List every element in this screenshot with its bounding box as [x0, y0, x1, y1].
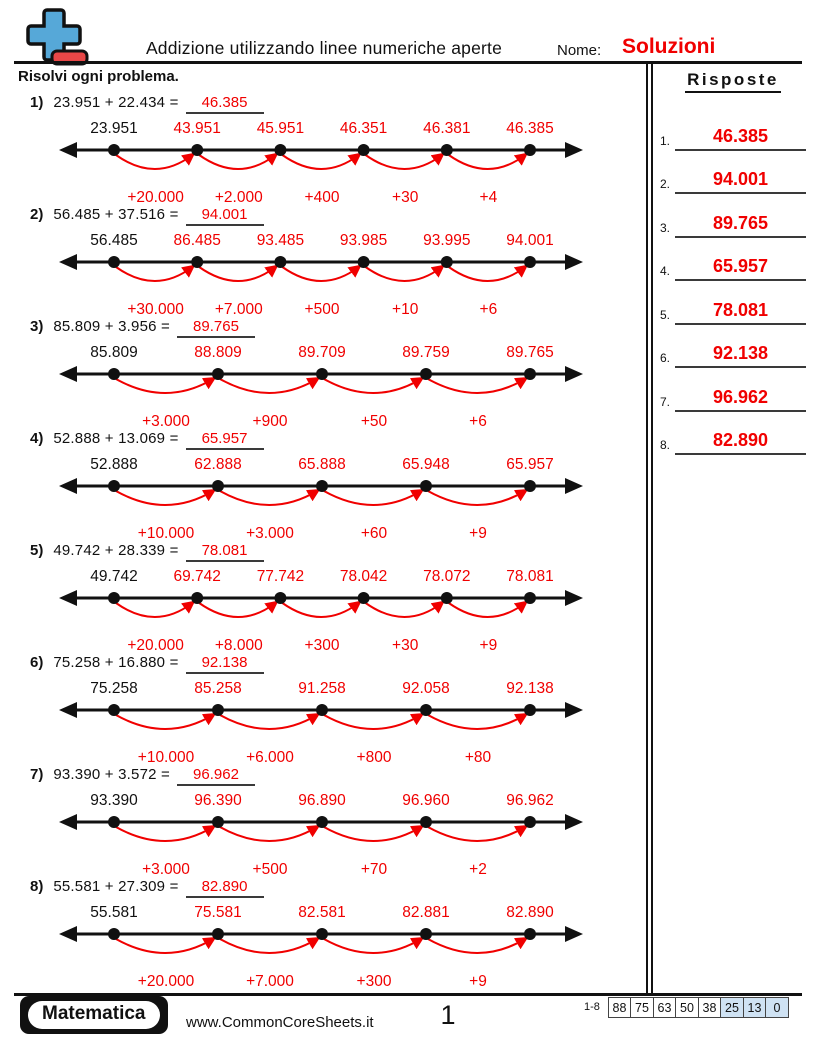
problem-answer-blank: 94.001 [186, 206, 264, 226]
hop-label: +6 [479, 301, 498, 318]
problem-header [30, 537, 646, 562]
number-line-dot [358, 256, 370, 268]
answer-row [660, 194, 806, 238]
hop-label: +10.000 [137, 525, 195, 542]
point-label: 91.258 [298, 680, 346, 697]
hop-label: +10.000 [137, 749, 195, 766]
problem-block [14, 425, 646, 542]
problem-answer-blank: 92.138 [186, 654, 264, 674]
point-label: 89.709 [298, 344, 346, 361]
number-line-dot [441, 592, 453, 604]
number-line [56, 564, 646, 656]
score-cell: 63 [653, 997, 677, 1018]
problem-number: 1) [30, 94, 44, 111]
point-label: 65.957 [506, 456, 554, 473]
hop-label: +2.000 [214, 189, 263, 206]
problem-expression: 23.951 + 22.434 = [53, 94, 179, 111]
axis-right-arrow-icon [565, 254, 583, 270]
axis-left-arrow-icon [59, 926, 77, 942]
hop-label: +6.000 [246, 749, 294, 766]
point-label: 86.485 [173, 232, 221, 249]
problem-block [14, 201, 646, 318]
problem-block [14, 873, 646, 990]
number-line-dot [108, 816, 120, 828]
answer-value: 89.765 [675, 213, 806, 238]
answer-row [660, 281, 806, 325]
hop-arc [116, 827, 213, 841]
hop-arc [428, 939, 525, 953]
problem-header [30, 873, 646, 898]
point-label: 43.951 [173, 120, 221, 137]
hop-arc [116, 715, 213, 729]
problem-header [30, 761, 646, 786]
number-line-dot [358, 592, 370, 604]
problem-number: 3) [30, 318, 44, 335]
number-line-dot [524, 592, 536, 604]
hop-label: +500 [304, 301, 340, 318]
problem-answer-blank: 78.081 [186, 542, 264, 562]
answer-number: 5. [660, 307, 671, 322]
point-label: 78.081 [506, 568, 554, 585]
axis-right-arrow-icon [565, 814, 583, 830]
point-label: 85.258 [194, 680, 242, 697]
number-line-dot [524, 368, 536, 380]
problem-number: 4) [30, 430, 44, 447]
point-label: 52.888 [90, 456, 138, 473]
hop-label: +300 [304, 637, 340, 654]
point-label: 65.888 [298, 456, 346, 473]
problem-expression: 49.742 + 28.339 = [53, 542, 179, 559]
axis-right-arrow-icon [565, 590, 583, 606]
hop-arc [449, 603, 525, 617]
answer-number: 1. [660, 133, 671, 148]
hop-arc [428, 491, 525, 505]
number-line-dot [524, 816, 536, 828]
axis-left-arrow-icon [59, 814, 77, 830]
point-label: 45.951 [256, 120, 305, 137]
answers-divider [646, 64, 653, 993]
hop-arc [199, 267, 275, 281]
hop-arc [428, 379, 525, 393]
brand-badge [20, 996, 168, 1034]
score-cell: 50 [675, 997, 699, 1018]
answer-value: 96.962 [675, 387, 806, 412]
number-line-dot [274, 256, 286, 268]
number-line-dot [108, 480, 120, 492]
hop-label: +30.000 [127, 301, 184, 318]
hop-label: +20.000 [127, 637, 184, 654]
point-label: 96.962 [506, 792, 554, 809]
point-label: 92.138 [506, 680, 554, 697]
hop-arc [366, 267, 442, 281]
problem-header [30, 425, 646, 450]
hop-arc [116, 155, 192, 169]
axis-left-arrow-icon [59, 702, 77, 718]
number-line [56, 676, 646, 768]
problem-expression: 55.581 + 27.309 = [53, 878, 179, 895]
point-label: 78.072 [423, 568, 471, 585]
point-label: 56.485 [90, 232, 138, 249]
answer-number: 6. [660, 351, 671, 365]
hop-label: +7.000 [214, 301, 263, 318]
number-line-dot [316, 368, 328, 380]
hop-arc [366, 603, 442, 617]
main-content [14, 66, 646, 990]
point-label: 46.351 [339, 120, 388, 137]
hop-label: +8.000 [214, 637, 263, 654]
hop-arc [282, 603, 358, 617]
point-label: 62.888 [194, 456, 242, 473]
hop-label: +20.000 [137, 973, 195, 990]
answer-row [660, 412, 806, 456]
hop-arc [116, 603, 192, 617]
problem-expression: 52.888 + 13.069 = [53, 430, 179, 447]
problem-block [14, 313, 646, 430]
score-cell: 38 [698, 997, 722, 1018]
number-line-dot [441, 256, 453, 268]
hop-label: +9 [469, 525, 487, 542]
number-line-dot [524, 928, 536, 940]
hop-arc [366, 155, 442, 169]
number-line-dot [108, 592, 120, 604]
problem-answer-blank: 82.890 [186, 878, 264, 898]
problem-expression: 93.390 + 3.572 = [53, 766, 170, 783]
axis-left-arrow-icon [59, 590, 77, 606]
number-line [56, 116, 646, 208]
point-label: 65.948 [402, 456, 450, 473]
axis-left-arrow-icon [59, 254, 77, 270]
hop-arc [220, 827, 317, 841]
problem-block [14, 761, 646, 878]
number-line-dot [108, 144, 120, 156]
problem-number: 6) [30, 654, 44, 671]
hop-label: +500 [252, 861, 288, 878]
point-label: 93.995 [423, 232, 471, 249]
number-line-dot [108, 256, 120, 268]
point-label: 96.960 [402, 792, 450, 809]
point-label: 46.385 [506, 120, 554, 137]
number-line [56, 900, 646, 992]
axis-right-arrow-icon [565, 478, 583, 494]
axis-right-arrow-icon [565, 702, 583, 718]
point-label: 82.581 [298, 904, 346, 921]
number-line [56, 452, 646, 544]
answer-row [660, 238, 806, 282]
point-label: 93.485 [256, 232, 305, 249]
hop-arc [220, 491, 317, 505]
number-line-dot [420, 704, 432, 716]
axis-left-arrow-icon [59, 478, 77, 494]
name-label: Nome: [557, 42, 602, 59]
answer-row [660, 368, 806, 412]
problem-expression: 56.485 + 37.516 = [53, 206, 179, 223]
problem-expression: 75.258 + 16.880 = [53, 654, 179, 671]
answer-value: 46.385 [675, 126, 806, 151]
hop-arc [116, 267, 192, 281]
hop-label: +7.000 [246, 973, 294, 990]
point-label: 88.809 [194, 344, 242, 361]
point-label: 23.951 [90, 120, 138, 137]
point-label: 55.581 [90, 904, 138, 921]
number-line-dot [420, 480, 432, 492]
answer-value: 82.890 [675, 430, 806, 455]
number-line-dot [524, 144, 536, 156]
point-label: 49.742 [90, 568, 138, 585]
hop-label: +900 [252, 413, 288, 430]
answer-number: 7. [660, 394, 671, 409]
hop-arc [282, 155, 358, 169]
number-line-dot [212, 704, 224, 716]
problem-expression: 85.809 + 3.956 = [53, 318, 170, 335]
hop-arc [428, 715, 525, 729]
axis-left-arrow-icon [59, 366, 77, 382]
hop-arc [116, 939, 213, 953]
header-divider [14, 61, 802, 64]
point-label: 85.809 [90, 344, 138, 361]
point-label: 69.742 [173, 568, 221, 585]
problem-answer-blank: 89.765 [177, 318, 255, 338]
answer-value: 78.081 [675, 300, 806, 325]
hop-label: +50 [360, 413, 388, 430]
hop-label: +2 [469, 861, 487, 878]
number-line-dot [420, 928, 432, 940]
point-label: 82.890 [506, 904, 554, 921]
website-link: www.CommonCoreSheets.it [186, 1014, 374, 1031]
number-line-dot [274, 592, 286, 604]
number-line-dot [274, 144, 286, 156]
problem-number: 7) [30, 766, 44, 783]
hop-arc [116, 379, 213, 393]
hop-arc [116, 491, 213, 505]
problem-answer-blank: 96.962 [177, 766, 255, 786]
number-line-dot [212, 480, 224, 492]
point-label: 89.759 [402, 344, 450, 361]
number-line-dot [420, 368, 432, 380]
problem-number: 8) [30, 878, 44, 895]
answer-value: 92.138 [675, 343, 806, 368]
axis-right-arrow-icon [565, 142, 583, 158]
hop-label: +9 [469, 973, 487, 990]
hop-label: +6 [469, 413, 487, 430]
hop-label: +3.000 [246, 525, 294, 542]
number-line-dot [524, 704, 536, 716]
problem-block [14, 89, 646, 206]
number-line-dot [191, 256, 203, 268]
number-line-dot [524, 480, 536, 492]
hop-arc [449, 267, 525, 281]
number-line-dot [212, 928, 224, 940]
number-line-dot [316, 816, 328, 828]
hop-label: +30 [392, 189, 419, 206]
score-cell: 88 [608, 997, 632, 1018]
point-label: 92.058 [402, 680, 450, 697]
hop-label: +400 [304, 189, 340, 206]
answer-number: 3. [660, 220, 671, 235]
problem-answer-blank: 65.957 [186, 430, 264, 450]
answer-number: 2. [660, 177, 671, 191]
hop-label: +30 [392, 637, 419, 654]
page-title: Addizione utilizzando linee numeriche aperte [145, 38, 503, 58]
problem-header [30, 89, 646, 114]
hop-label: +80 [464, 749, 492, 766]
problem-number: 2) [30, 206, 44, 223]
problem-answer-blank: 46.385 [186, 94, 264, 114]
hop-label: +300 [356, 973, 392, 990]
problems-list [14, 89, 646, 990]
hop-label: +3.000 [142, 413, 190, 430]
axis-right-arrow-icon [565, 926, 583, 942]
answers-title: Risposte [685, 70, 781, 93]
hop-arc [220, 939, 317, 953]
number-line-dot [316, 928, 328, 940]
point-label: 77.742 [256, 568, 305, 585]
hop-arc [199, 155, 275, 169]
hop-arc [324, 939, 421, 953]
hop-arc [324, 715, 421, 729]
hop-arc [428, 827, 525, 841]
point-label: 96.890 [298, 792, 346, 809]
hop-arc [220, 715, 317, 729]
number-line [56, 788, 646, 880]
answer-row [660, 107, 806, 151]
page-number: 1 [440, 1000, 456, 1030]
answer-number: 4. [660, 264, 671, 278]
score-range-label: 1-8 [584, 1001, 600, 1013]
number-line-dot [316, 704, 328, 716]
point-label: 93.985 [339, 232, 388, 249]
answer-number: 8. [660, 438, 671, 452]
answer-row [660, 151, 806, 195]
score-cell: 75 [630, 997, 654, 1018]
answer-row [660, 325, 806, 369]
hop-label: +800 [356, 749, 392, 766]
point-label: 78.042 [339, 568, 388, 585]
hop-arc [324, 491, 421, 505]
point-label: 75.258 [90, 680, 138, 697]
name-value: Soluzioni [622, 35, 716, 58]
score-cell: 25 [720, 997, 744, 1018]
point-label: 75.581 [194, 904, 242, 921]
number-line-dot [191, 592, 203, 604]
hop-label: +3.000 [142, 861, 190, 878]
hop-arc [199, 603, 275, 617]
number-line-dot [316, 480, 328, 492]
hop-label: +70 [360, 861, 388, 878]
score-table [609, 997, 789, 1018]
number-line-dot [441, 144, 453, 156]
number-line [56, 228, 646, 320]
problem-block [14, 537, 646, 654]
answer-value: 94.001 [675, 169, 806, 194]
hop-arc [324, 379, 421, 393]
number-line-dot [191, 144, 203, 156]
answers-list [660, 107, 806, 455]
point-label: 89.765 [506, 344, 554, 361]
hop-label: +60 [360, 525, 388, 542]
hop-label: +4 [479, 189, 498, 206]
hop-arc [282, 267, 358, 281]
number-line-dot [420, 816, 432, 828]
answers-panel [660, 70, 806, 455]
axis-right-arrow-icon [565, 366, 583, 382]
number-line [56, 340, 646, 432]
axis-left-arrow-icon [59, 142, 77, 158]
instructions: Risolvi ogni problema. [18, 68, 179, 85]
point-label: 93.390 [90, 792, 138, 809]
hop-arc [449, 155, 525, 169]
hop-arc [220, 379, 317, 393]
answer-value: 65.957 [675, 256, 806, 281]
number-line-dot [212, 368, 224, 380]
number-line-dot [212, 816, 224, 828]
point-label: 96.390 [194, 792, 242, 809]
number-line-dot [358, 144, 370, 156]
hop-label: +20.000 [127, 189, 184, 206]
point-label: 46.381 [423, 120, 471, 137]
problem-number: 5) [30, 542, 44, 559]
hop-label: +9 [479, 637, 498, 654]
hop-arc [324, 827, 421, 841]
number-line-dot [108, 704, 120, 716]
problem-block [14, 649, 646, 766]
score-cell: 13 [743, 997, 767, 1018]
brand-label: Matematica [28, 1001, 160, 1029]
number-line-dot [108, 928, 120, 940]
hop-label: +10 [392, 301, 419, 318]
number-line-dot [108, 368, 120, 380]
point-label: 82.881 [402, 904, 450, 921]
score-cell: 0 [765, 997, 789, 1018]
number-line-dot [524, 256, 536, 268]
point-label: 94.001 [506, 232, 554, 249]
